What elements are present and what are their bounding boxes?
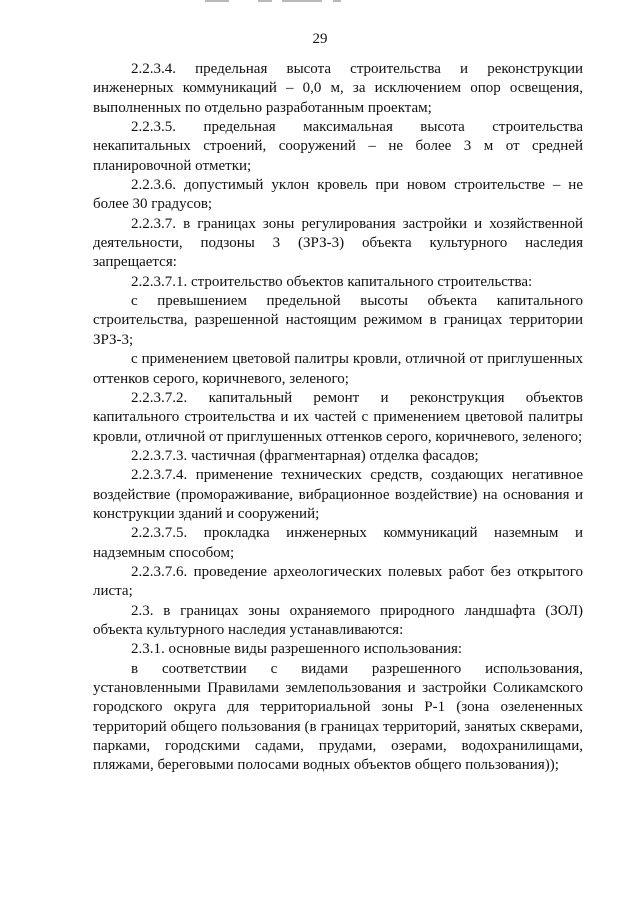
paragraph-2-2-3-7-4: 2.2.3.7.4. применение технических средств, создающих негативное воздействие (промораживание, вибрационное воздействие) на основания и конструкции зданий и сооружений; [93, 467, 583, 522]
paragraph-2-2-3-5: 2.2.3.5. предельная максимальная высота строительства некапитальных строений, сооружений – не более 3 м от средней планировочной отметки; [93, 119, 583, 174]
paragraph-2-2-3-6: 2.2.3.6. допустимый уклон кровель при новом строительстве – не более 30 градусов; [93, 177, 583, 213]
paragraph-2-2-3-7-6: 2.2.3.7.6. проведение археологических полевых работ без открытого листа; [93, 563, 583, 600]
paragraph-2-3-1: 2.3.1. основные виды разрешенного использования: [131, 641, 463, 658]
paragraph-2-3: 2.3. в границах зоны охраняемого природного ландшафта (ЗОЛ) объекта культурного наследия устанавливаются: [93, 602, 583, 638]
page-number: 29 [312, 31, 328, 47]
paragraph-2-2-3-7-1: 2.2.3.7.1. строительство объектов капитального строительства: [131, 273, 533, 290]
paragraph-height-limit: с превышением предельной высоты объекта капитального строительства, разрешенной настоящим режимом в границах территории ЗРЗ-3; [93, 293, 583, 348]
paragraph-land-use: в соответствии с видами разрешенного использования, установленными Правилами землепользования и застройки Соликамского городского округа для территориальной зоны Р-1 (зона озелененных территорий общего пользования (в границах территорий, занятых скверами, парками, городскими садами, прудами, озерами, водохранилищами, пляжами, береговыми полосами водных объектов общего пользования)); [93, 660, 583, 774]
document-body [93, 60, 583, 776]
scan-edge-marks [0, 0, 640, 5]
paragraph-2-2-3-7-3: 2.2.3.7.3. частичная (фрагментарная) отделка фасадов; [131, 447, 479, 464]
paragraph-2-2-3-4: 2.2.3.4. предельная высота строительства и реконструкции инженерных коммуникаций – 0,0 м, за исключением опор освещения, выполненных по отдельно разработанным проектам; [93, 61, 583, 116]
paragraph-2-2-3-7: 2.2.3.7. в границах зоны регулирования застройки и хозяйственной деятельности, подзоны 3 (ЗРЗ-3) объекта культурного наследия запрещается: [93, 215, 583, 271]
paragraph-roof-color: с применением цветовой палитры кровли, отличной от приглушенных оттенков серого, коричневого, зеленого; [93, 351, 583, 387]
paragraph-2-2-3-7-5: 2.2.3.7.5. прокладка инженерных коммуникаций наземным и надземным способом; [93, 525, 583, 561]
paragraph-2-2-3-7-2: 2.2.3.7.2. капитальный ремонт и реконструкция объектов капитального строительства и их частей с применением цветовой палитры кровли, отличной от приглушенных оттенков серого, коричневого, зеленого; [93, 389, 583, 445]
